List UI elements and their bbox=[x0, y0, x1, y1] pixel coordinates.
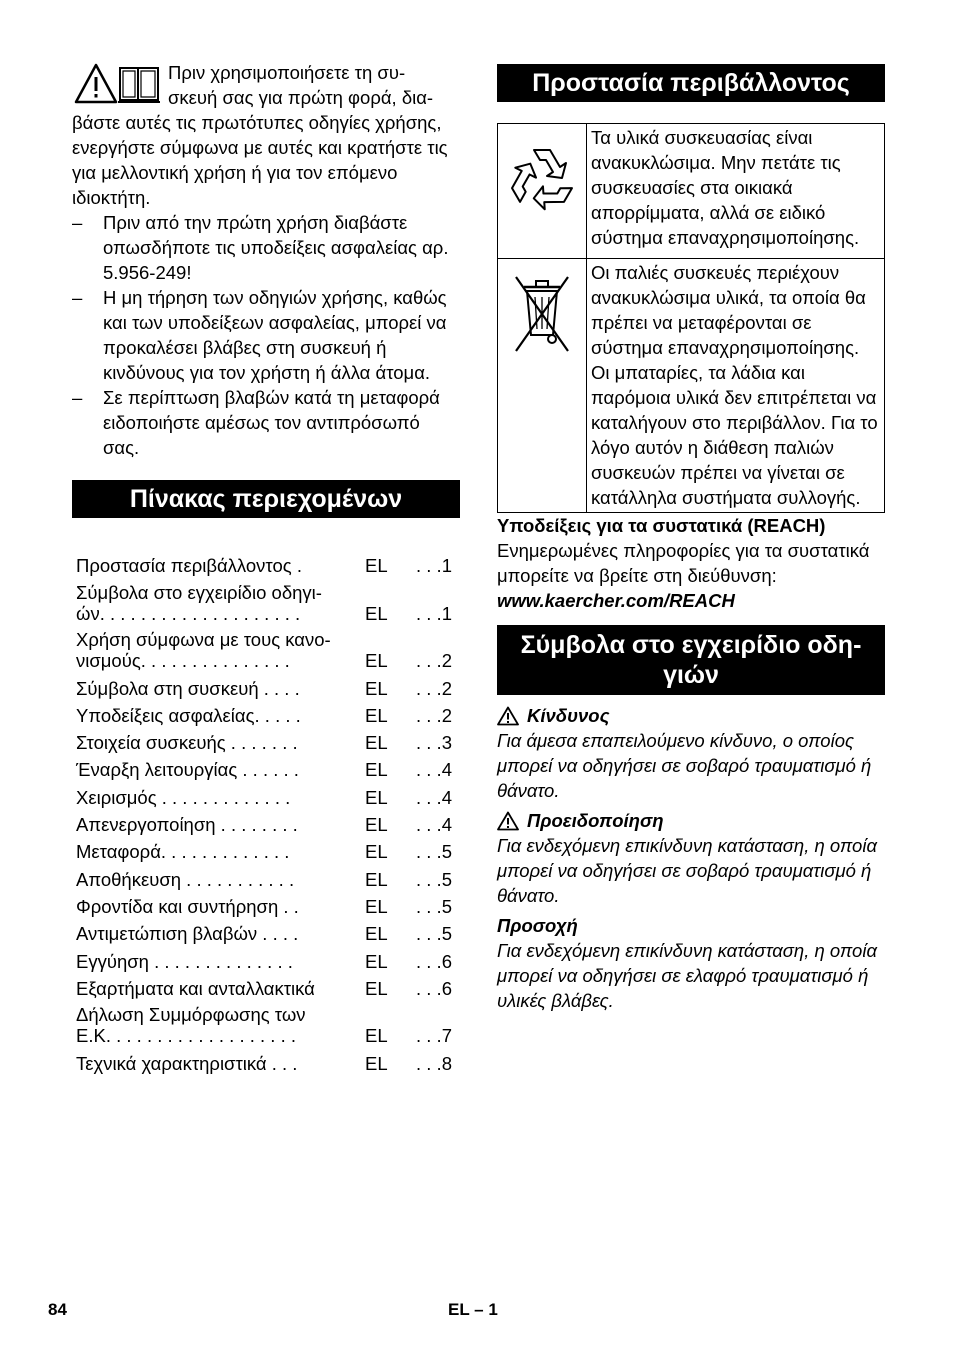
bullet-text: Σε περίπτωση βλαβών κατά τη μεταφορά ειδοποιήστε αμέσως τον αντιπρόσωπό σας. bbox=[103, 387, 440, 458]
left-column bbox=[72, 60, 460, 1074]
toc-page: . . .4 bbox=[416, 759, 452, 781]
toc-lang: EL bbox=[365, 895, 388, 917]
toc-title-line-1: Δήλωση Συμμόρφωσης των bbox=[76, 1004, 306, 1026]
warning-label-text: Προειδοποίηση bbox=[527, 810, 664, 831]
caution-label bbox=[497, 913, 885, 938]
symbols-heading-line-1: Σύμβολα στο εγχειρίδιο οδη- bbox=[520, 631, 862, 659]
toc-lang: EL bbox=[365, 602, 388, 624]
bullet-text: Πριν από την πρώτη χρήση διαβάστε οπωσδήποτε τις υποδείξεις ασφαλείας αρ. 5.956-249! bbox=[103, 212, 449, 283]
symbols-heading bbox=[497, 625, 885, 695]
list-item bbox=[72, 210, 460, 285]
warning-triangle-icon bbox=[497, 706, 519, 726]
toc-lang: EL bbox=[365, 1052, 388, 1074]
table-row bbox=[498, 259, 885, 513]
toc-row[interactable] bbox=[72, 753, 460, 780]
toc-row[interactable] bbox=[72, 780, 460, 807]
toc-title-line-2: ών. . . . . . . . . . . . . . . . . . . . bbox=[76, 602, 301, 624]
environment-table bbox=[497, 123, 885, 513]
toc-page: . . .4 bbox=[416, 786, 452, 808]
toc-row[interactable] bbox=[72, 890, 460, 917]
reach-text: Ενημερωμένες πληροφορίες για τα συστατικά μπορείτε να βρείτε στη διεύθυνση: bbox=[497, 540, 870, 586]
toc-lang: EL bbox=[365, 677, 388, 699]
crossed-wheelie-bin-icon bbox=[498, 259, 586, 389]
toc-heading: Πίνακας περιεχομένων bbox=[72, 480, 460, 518]
reach-link[interactable]: www.kaercher.com/REACH bbox=[497, 590, 735, 611]
toc-row[interactable] bbox=[72, 576, 460, 624]
toc-page: . . .7 bbox=[416, 1025, 452, 1047]
toc-row[interactable] bbox=[72, 917, 460, 944]
toc-page: . . .3 bbox=[416, 732, 452, 754]
environment-heading: Προστασία περιβάλλοντος bbox=[497, 64, 885, 102]
right-column bbox=[497, 60, 885, 1013]
intro-text: βάστε αυτές τις πρωτότυπες οδηγίες χρήσης, ενεργήστε σύμφωνα με αυτές και κρατήστε τις για μελλοντική χρήση ή για τον επόμενο ιδιοκτήτη. bbox=[72, 112, 448, 208]
toc-title bbox=[76, 1053, 361, 1074]
toc-row[interactable] bbox=[72, 999, 460, 1047]
toc-page: . . .5 bbox=[416, 841, 452, 863]
toc-lang: EL bbox=[365, 704, 388, 726]
toc-row[interactable] bbox=[72, 944, 460, 971]
toc-title-line-1: Στοιχεία συσκευής . . . . . . . bbox=[76, 732, 298, 754]
toc-title bbox=[76, 814, 361, 835]
toc-title bbox=[76, 705, 361, 726]
toc-title-line-2: νισμούς. . . . . . . . . . . . . . . bbox=[76, 650, 290, 672]
danger-text: Για άμεσα επαπειλούμενο κίνδυνο, ο οποίος μπορεί να οδηγήσει σε σοβαρό τραυματισμό ή θάνατο. bbox=[497, 730, 872, 801]
reach-title: Υποδείξεις για τα συστατικά (REACH) bbox=[497, 515, 826, 536]
toc-row[interactable] bbox=[72, 1046, 460, 1073]
warning-manual-icons bbox=[74, 62, 162, 106]
toc-page: . . .5 bbox=[416, 895, 452, 917]
intro-section bbox=[72, 60, 460, 460]
footer-section bbox=[448, 1297, 498, 1322]
toc-lang: EL bbox=[365, 786, 388, 808]
dash: – bbox=[72, 387, 83, 408]
toc-lang: EL bbox=[365, 923, 388, 945]
danger-block bbox=[497, 703, 885, 803]
toc-title bbox=[76, 1004, 361, 1046]
toc-lang: EL bbox=[365, 868, 388, 890]
toc-title-line-1: Εξαρτήματα και ανταλλακτικά bbox=[76, 977, 315, 999]
toc-title bbox=[76, 582, 361, 624]
packaging-recycling-text: Τα υλικά συσκευασίας είναι ανακυκλώσιμα. Μην πετάτε τις συσκευασίες στα οικιακά απορρίμματα, αλλά σε ειδικό σύστημα επαναχρησιμοποίησης. bbox=[587, 124, 885, 259]
toc-lang: EL bbox=[365, 1025, 388, 1047]
dash: – bbox=[72, 212, 83, 233]
toc-row[interactable] bbox=[72, 808, 460, 835]
page-number: 84 bbox=[48, 1300, 67, 1319]
toc-page: . . .5 bbox=[416, 923, 452, 945]
list-item bbox=[72, 385, 460, 460]
caution-label-text: Προσοχή bbox=[497, 915, 578, 936]
warning-block bbox=[497, 808, 885, 908]
footer-sep: – bbox=[474, 1300, 484, 1319]
danger-label bbox=[497, 703, 885, 728]
toc-page: . . .5 bbox=[416, 868, 452, 890]
toc-title bbox=[76, 759, 361, 780]
symbols-heading-line-2: γιών bbox=[663, 661, 719, 689]
toc-title bbox=[76, 923, 361, 944]
manual-book-icon bbox=[118, 68, 160, 102]
toc-title-line-1: Απενεργοποίηση . . . . . . . . bbox=[76, 814, 298, 836]
intro-bullets bbox=[72, 210, 460, 460]
caution-block bbox=[497, 913, 885, 1013]
warning-triangle-icon bbox=[497, 811, 519, 831]
toc-page: . . .2 bbox=[416, 704, 452, 726]
toc-title-line-1: Σύμβολα στο εγχειρίδιο οδηγι- bbox=[76, 581, 322, 603]
toc-row[interactable] bbox=[72, 549, 460, 576]
toc-row[interactable] bbox=[72, 624, 460, 672]
toc-page: . . .2 bbox=[416, 677, 452, 699]
danger-label-text: Κίνδυνος bbox=[527, 705, 610, 726]
toc-title-line-1: Φροντίδα και συντήρηση . . bbox=[76, 895, 299, 917]
toc-lang: EL bbox=[365, 650, 388, 672]
bullet-text: Η μη τήρηση των οδηγιών χρήσης, καθώς και των υποδείξεων ασφαλείας, μπορεί να προκαλέσει βλάβες στη συσκευή ή κινδύνους για τον χρήστη ή άλλα άτομα. bbox=[103, 287, 447, 383]
footer-num: 1 bbox=[488, 1300, 498, 1319]
toc-title-line-1: Χειρισμός . . . . . . . . . . . . . bbox=[76, 786, 291, 808]
toc-title-line-1: Μεταφορά. . . . . . . . . . . . . bbox=[76, 841, 290, 863]
list-item bbox=[72, 285, 460, 385]
toc-title-line-1: Προστασία περιβάλλοντος . bbox=[76, 555, 302, 577]
warning-label bbox=[497, 808, 885, 833]
toc-page: . . .6 bbox=[416, 950, 452, 972]
old-devices-text: Οι παλιές συσκευές περιέχουν ανακυκλώσιμα υλικά, τα οποία θα πρέπει να μεταφέρονται σε σύστημα επαναχρησιμοποίησης. Οι μπαταρίες, τα λάδια και παρόμοια υλικά δεν επιτρέπεται να καταλήγουν στο περιβάλλον. Για το λόγο αυτόν η διάθεση παλιών συσκευών πρέπει να γίνεται σε κατάλληλα συστήματα συλλογής. bbox=[587, 259, 885, 513]
recycling-icon bbox=[498, 124, 586, 252]
toc-lang: EL bbox=[365, 977, 388, 999]
toc-page: . . .1 bbox=[416, 602, 452, 624]
toc-row[interactable] bbox=[72, 835, 460, 862]
table-of-contents bbox=[72, 549, 460, 1074]
warning-text: Για ενδεχόμενη επικίνδυνη κατάσταση, η οποία μπορεί να οδηγήσει σε σοβαρό τραυματισμό ή θάνατο. bbox=[497, 835, 877, 906]
toc-title-line-1: Αντιμετώπιση βλαβών . . . . bbox=[76, 923, 299, 945]
toc-row[interactable] bbox=[72, 972, 460, 999]
toc-title bbox=[76, 869, 361, 890]
toc-row[interactable] bbox=[72, 726, 460, 753]
toc-lang: EL bbox=[365, 732, 388, 754]
toc-title-line-2: Ε.Κ. . . . . . . . . . . . . . . . . . . bbox=[76, 1025, 296, 1047]
toc-page: . . .6 bbox=[416, 977, 452, 999]
toc-title bbox=[76, 896, 361, 917]
toc-title bbox=[76, 787, 361, 808]
toc-page: . . .8 bbox=[416, 1052, 452, 1074]
toc-title-line-1: Υποδείξεις ασφαλείας. . . . . bbox=[76, 704, 301, 726]
icon-cell bbox=[498, 259, 587, 513]
toc-title bbox=[76, 732, 361, 753]
toc-row[interactable] bbox=[72, 862, 460, 889]
intro-line-1: Πριν χρησιμοποιήσετε τη συ- bbox=[168, 62, 406, 83]
toc-title-line-1: Έναρξη λειτουργίας . . . . . . bbox=[76, 759, 299, 781]
toc-title bbox=[76, 678, 361, 699]
intro-line-2: σκευή σας για πρώτη φορά, δια- bbox=[168, 87, 434, 108]
caution-text: Για ενδεχόμενη επικίνδυνη κατάσταση, η οποία μπορεί να οδηγήσει σε ελαφρό τραυματισμό ή υλικές βλάβες. bbox=[497, 940, 877, 1011]
toc-title bbox=[76, 841, 361, 862]
toc-title-line-1: Αποθήκευση . . . . . . . . . . . bbox=[76, 868, 295, 890]
toc-lang: EL bbox=[365, 555, 388, 577]
toc-title bbox=[76, 629, 361, 671]
warning-triangle-icon bbox=[76, 65, 116, 102]
toc-lang: EL bbox=[365, 841, 388, 863]
toc-lang: EL bbox=[365, 759, 388, 781]
icon-cell bbox=[498, 124, 587, 259]
toc-title-line-1: Εγγύηση . . . . . . . . . . . . . . bbox=[76, 950, 293, 972]
toc-title-line-1: Σύμβολα στη συσκευή . . . . bbox=[76, 677, 300, 699]
toc-page: . . .1 bbox=[416, 555, 452, 577]
footer-lang: EL bbox=[448, 1300, 470, 1319]
toc-title-line-1: Χρήση σύμφωνα με τους κανο- bbox=[76, 629, 331, 651]
toc-row[interactable] bbox=[72, 671, 460, 698]
table-row bbox=[498, 124, 885, 259]
toc-lang: EL bbox=[365, 814, 388, 836]
toc-title bbox=[76, 555, 361, 576]
toc-title bbox=[76, 978, 361, 999]
toc-title bbox=[76, 951, 361, 972]
dash: – bbox=[72, 287, 83, 308]
toc-page: . . .4 bbox=[416, 814, 452, 836]
toc-page: . . .2 bbox=[416, 650, 452, 672]
toc-row[interactable] bbox=[72, 699, 460, 726]
toc-lang: EL bbox=[365, 950, 388, 972]
toc-title-line-1: Τεχνικά χαρακτηριστικά . . . bbox=[76, 1052, 298, 1074]
